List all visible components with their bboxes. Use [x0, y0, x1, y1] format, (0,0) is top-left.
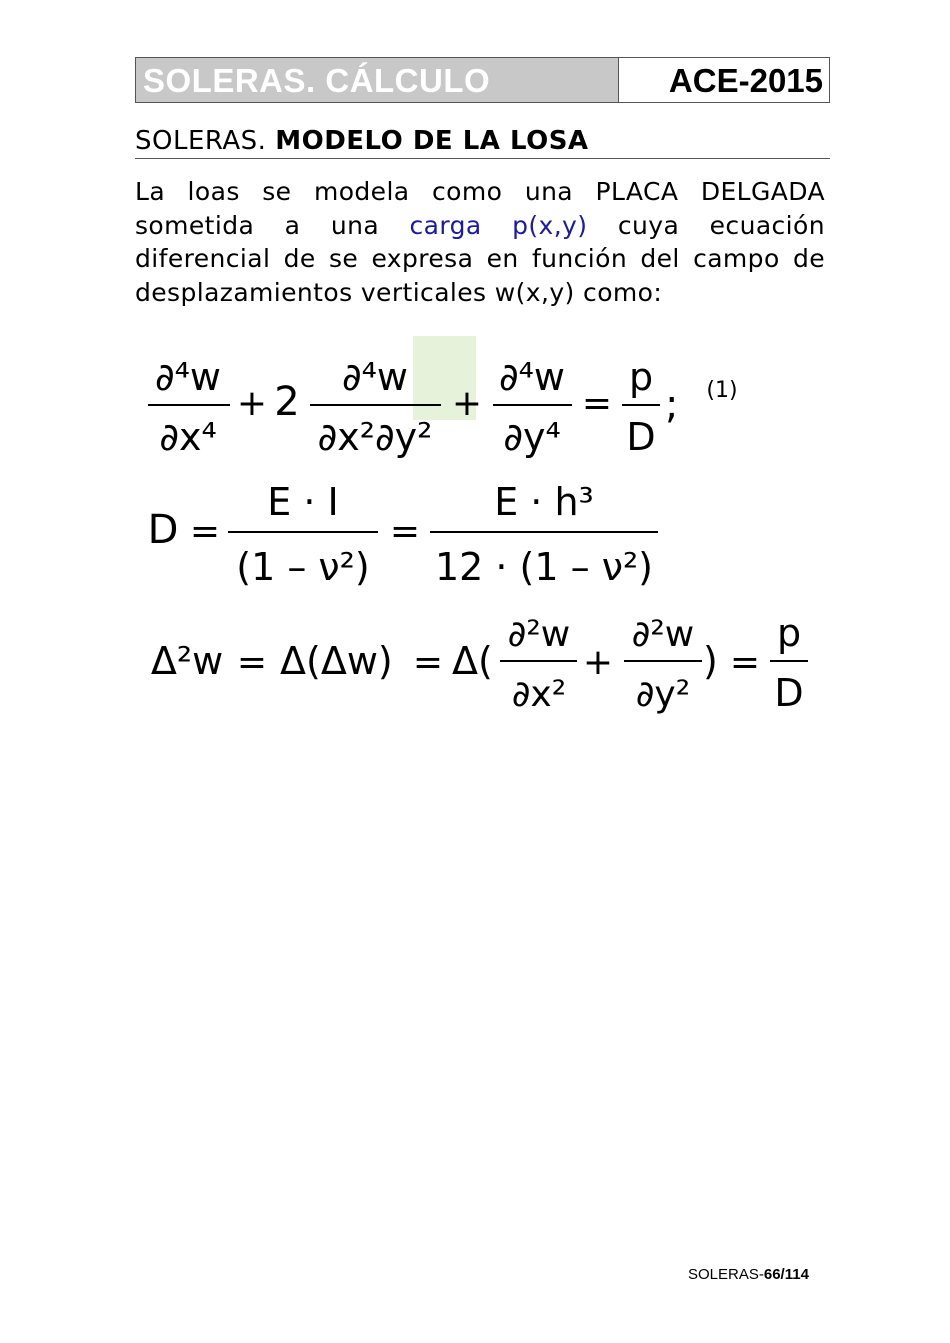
header-code: ACE-2015	[618, 58, 829, 102]
eq3-plus: +	[582, 642, 614, 683]
eq3-frac2-numerator: ∂²w	[631, 614, 695, 655]
eq1-term2-denominator: ∂x²∂y²	[317, 415, 433, 459]
eq3-close-paren: )	[703, 639, 718, 683]
carga-link-text: carga p(x,y)	[409, 210, 588, 240]
eq1-semicolon: ;	[665, 382, 679, 428]
eq1-rhs-numerator: p	[628, 355, 654, 399]
eq2-frac1-denominator: (1 – ν²)	[236, 545, 370, 589]
eq1-term3-numerator: ∂⁴w	[499, 355, 565, 399]
eq1-term3-denominator: ∂y⁴	[503, 415, 561, 459]
eq3-frac2-denominator: ∂y²	[635, 674, 691, 715]
paragraph-line-2-a: sometida a una	[135, 210, 380, 240]
eq3-frac1-denominator: ∂x²	[511, 674, 567, 715]
equation-3	[151, 611, 808, 715]
eq1-plus-1: +	[236, 383, 268, 424]
eq2-frac2-numerator: E · h³	[494, 480, 594, 524]
eq3-equals-1: =	[236, 642, 268, 683]
eq3-rhs-denominator: D	[774, 671, 804, 715]
eq3-mid2: Δ(	[452, 639, 493, 683]
page-footer	[688, 1266, 809, 1283]
eq3-lhs: Δ²w	[150, 639, 224, 683]
eq3-equals-2: =	[412, 642, 444, 683]
paragraph-line-4: desplazamientos verticales w(x,y) como:	[135, 277, 663, 307]
paragraph-line-3: diferencial de se expresa en función del campo de	[135, 244, 825, 273]
eq1-term1-denominator: ∂x⁴	[159, 415, 217, 459]
equation-1	[148, 355, 738, 459]
footer-page-number: 66/114	[763, 1266, 809, 1283]
section-heading: MODELO DE LA LOSA	[275, 126, 589, 156]
footer-prefix: SOLERAS-	[688, 1266, 764, 1283]
section-prefix: SOLERAS.	[135, 126, 267, 156]
eq3-equals-3: =	[729, 642, 761, 683]
eq3-rhs-numerator: p	[776, 611, 802, 655]
eq2-frac1-numerator: E · I	[267, 480, 339, 524]
eq2-lhs: D	[147, 507, 179, 553]
equation-number: (1)	[706, 378, 738, 403]
equation-2	[148, 480, 658, 589]
paragraph-line-2-b: cuya ecuación	[617, 210, 825, 240]
eq1-term2-numerator: ∂⁴w	[342, 355, 408, 399]
eq2-equals-2: =	[389, 511, 421, 552]
eq1-equals: =	[581, 383, 613, 424]
paragraph-line-1: La loas se modela como una PLACA DELGADA	[135, 177, 825, 206]
eq2-equals-1: =	[189, 511, 221, 552]
eq1-plus-2: +	[451, 383, 483, 424]
eq1-coefficient: 2	[274, 379, 300, 425]
eq2-frac2-denominator: 12 · (1 – ν²)	[434, 545, 654, 589]
eq3-mid1: Δ(Δw)	[280, 639, 393, 683]
eq3-frac1-numerator: ∂²w	[507, 614, 571, 655]
eq1-term1-numerator: ∂⁴w	[155, 355, 221, 399]
header-title: SOLERAS. CÁLCULO	[136, 58, 618, 102]
eq1-rhs-denominator: D	[626, 415, 656, 459]
